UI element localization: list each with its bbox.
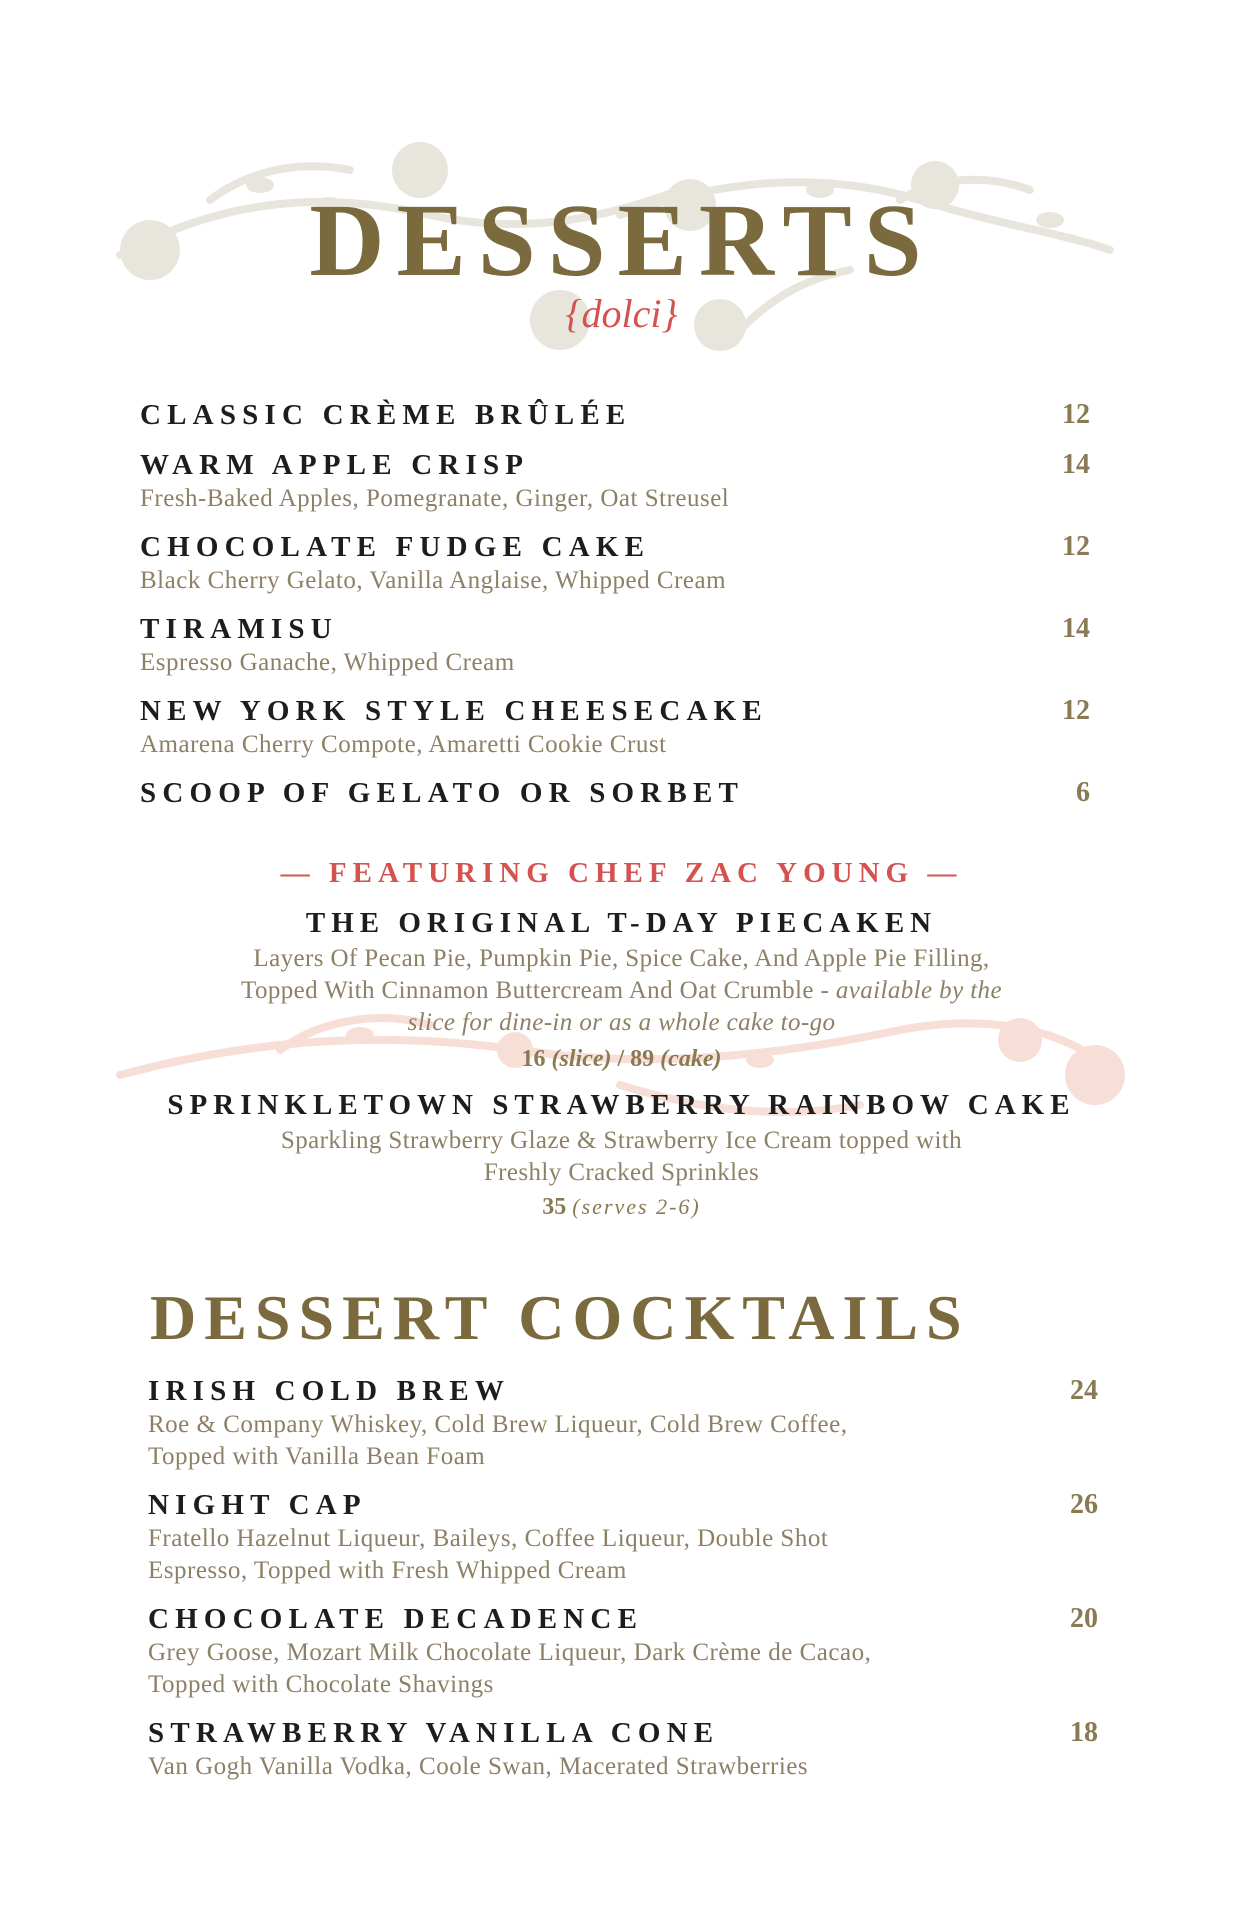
piecaken-note-b: slice for dine-in or as a whole cake to-go xyxy=(407,1009,836,1036)
item-description-line1: Roe & Company Whiskey, Cold Brew Liqueur, Cold Brew Coffee, xyxy=(148,1411,848,1438)
list-item xyxy=(148,1487,1098,1601)
item-description-line2: Topped with Vanilla Bean Foam xyxy=(148,1443,486,1470)
menu-title: DESSERTS xyxy=(309,183,934,298)
piecaken-price-cake-label: (cake) xyxy=(660,1046,722,1072)
list-item xyxy=(140,775,1090,815)
item-description: Black Cherry Gelato, Vanilla Anglaise, Whipped Cream xyxy=(140,567,727,594)
item-name: SCOOP OF GELATO OR SORBET xyxy=(140,777,745,809)
cocktails-list xyxy=(148,1373,1098,1797)
piecaken-price-slice-label: (slice) xyxy=(551,1046,612,1072)
piecaken-description xyxy=(100,943,1143,1039)
list-item xyxy=(140,447,1090,529)
featured-heading: — FEATURING CHEF ZAC YOUNG — xyxy=(280,857,963,889)
rainbow-cake-description xyxy=(100,1125,1143,1189)
item-name: NIGHT CAP xyxy=(148,1489,367,1521)
item-price: 6 xyxy=(1076,777,1090,808)
rainbow-price-value: 35 xyxy=(542,1194,567,1220)
item-price: 12 xyxy=(1062,695,1090,726)
list-item xyxy=(140,529,1090,611)
piecaken-desc-text: Topped With Cinnamon Buttercream And Oat Crumble - xyxy=(241,977,836,1004)
item-name: STRAWBERRY VANILLA CONE xyxy=(148,1717,720,1749)
piecaken-price xyxy=(100,1043,1143,1075)
list-item xyxy=(140,693,1090,775)
item-name: CHOCOLATE FUDGE CAKE xyxy=(140,531,651,563)
item-name: NEW YORK STYLE CHEESECAKE xyxy=(140,695,768,727)
item-price: 18 xyxy=(1070,1717,1098,1748)
cocktails-title: DESSERT COCKTAILS xyxy=(150,1282,970,1353)
rainbow-desc-line2: Freshly Cracked Sprinkles xyxy=(483,1159,760,1186)
item-description: Fresh-Baked Apples, Pomegranate, Ginger, Oat Streusel xyxy=(140,485,730,512)
list-item xyxy=(148,1373,1098,1487)
piecaken-name: THE ORIGINAL T-DAY PIECAKEN xyxy=(305,907,938,939)
item-name: CLASSIC CRÈME BRÛLÉE xyxy=(140,399,632,431)
piecaken-price-cake: 89 xyxy=(630,1046,655,1072)
item-name: CHOCOLATE DECADENCE xyxy=(148,1603,644,1635)
list-item xyxy=(140,397,1090,447)
rainbow-cake-name: SPRINKLETOWN STRAWBERRY RAINBOW CAKE xyxy=(167,1089,1076,1121)
item-name: TIRAMISU xyxy=(140,613,338,645)
item-price: 24 xyxy=(1070,1375,1098,1406)
item-description-line1: Grey Goose, Mozart Milk Chocolate Liqueur, Dark Crème de Cacao, xyxy=(148,1639,872,1666)
item-price: 26 xyxy=(1070,1489,1098,1520)
item-price: 14 xyxy=(1062,613,1090,644)
rainbow-desc-line1: Sparkling Strawberry Glaze & Strawberry Ice Cream topped with xyxy=(280,1127,963,1154)
item-description: Amarena Cherry Compote, Amaretti Cookie Crust xyxy=(140,731,667,758)
item-price: 20 xyxy=(1070,1603,1098,1634)
rainbow-cake-price xyxy=(100,1191,1143,1223)
item-description-line2: Espresso, Topped with Fresh Whipped Cream xyxy=(148,1557,627,1584)
piecaken-desc-line2 xyxy=(100,975,1143,1007)
list-item xyxy=(140,611,1090,693)
menu-subtitle: {dolci} xyxy=(565,291,678,336)
item-price: 12 xyxy=(1062,399,1090,430)
piecaken-desc-line1: Layers Of Pecan Pie, Pumpkin Pie, Spice Cake, And Apple Pie Filling, xyxy=(253,945,990,972)
item-price: 14 xyxy=(1062,449,1090,480)
rainbow-serves: (serves 2-6) xyxy=(572,1194,701,1219)
piecaken-price-slice: 16 xyxy=(521,1046,546,1072)
item-description-line2: Topped with Chocolate Shavings xyxy=(148,1671,494,1698)
item-description: Espresso Ganache, Whipped Cream xyxy=(140,649,515,676)
list-item xyxy=(148,1715,1098,1797)
piecaken-note-a: available by the xyxy=(835,977,1002,1004)
item-name: IRISH COLD BREW xyxy=(148,1375,511,1407)
item-name: WARM APPLE CRISP xyxy=(140,449,530,481)
desserts-list xyxy=(140,397,1090,815)
item-description-line1: Van Gogh Vanilla Vodka, Coole Swan, Macerated Strawberries xyxy=(148,1753,809,1780)
list-item xyxy=(148,1601,1098,1715)
item-description-line1: Fratello Hazelnut Liqueur, Baileys, Coffee Liqueur, Double Shot xyxy=(148,1525,829,1552)
item-price: 12 xyxy=(1062,531,1090,562)
featured-section xyxy=(100,855,1143,1223)
piecaken-price-sep: / xyxy=(611,1046,631,1072)
